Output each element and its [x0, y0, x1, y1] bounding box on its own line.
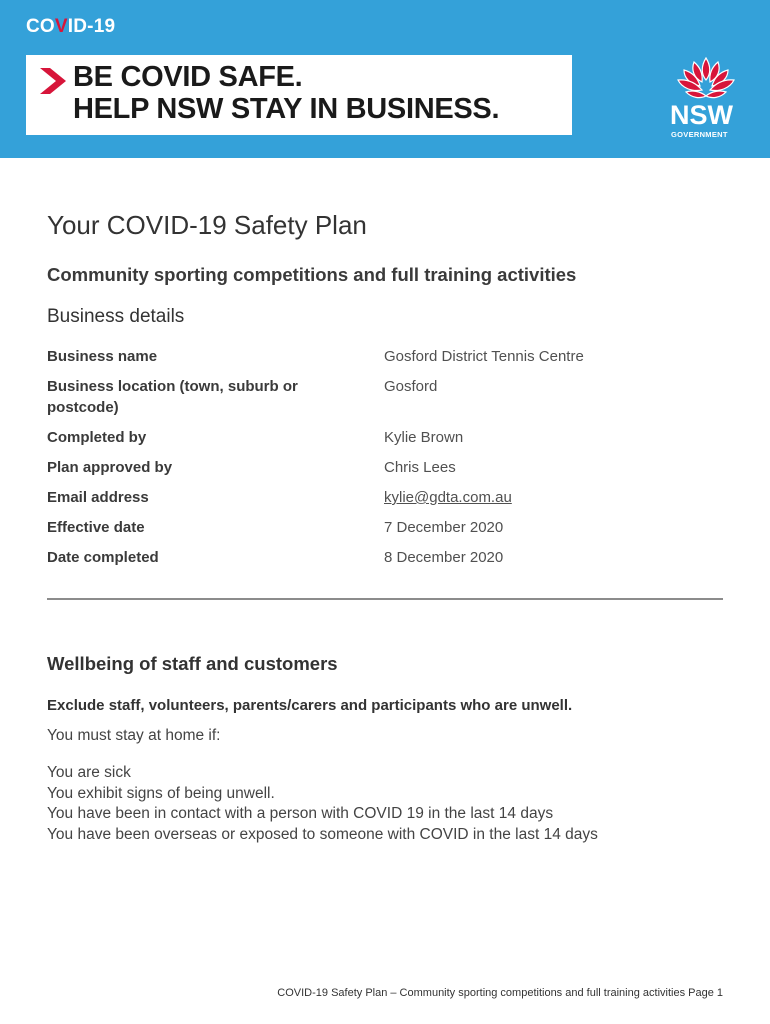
reason-item: You have been overseas or exposed to someone with COVID in the last 14 days: [47, 825, 598, 843]
slogan-line-2: HELP NSW STAY IN BUSINESS.: [73, 93, 500, 125]
detail-value: 8 December 2020: [384, 549, 504, 566]
nsw-logo-subtext: GOVERNMENT: [671, 130, 728, 139]
detail-row: [47, 457, 727, 478]
reason-item: You exhibit signs of being unwell.: [47, 784, 275, 802]
chevron-right-icon: [40, 68, 66, 94]
business-details-heading: Business details: [47, 306, 185, 327]
detail-value: Chris Lees: [384, 459, 456, 476]
nsw-logo-text: NSW: [670, 100, 733, 130]
detail-row: [47, 427, 727, 448]
detail-label: Business name: [47, 348, 158, 365]
detail-value: 7 December 2020: [384, 519, 504, 536]
slogan-line-1: BE COVID SAFE.: [73, 61, 303, 93]
page-title: Your COVID-19 Safety Plan: [47, 210, 367, 240]
detail-label: Plan approved by: [47, 459, 173, 476]
waratah-logo-icon: [664, 56, 748, 100]
page-subtitle: Community sporting competitions and full training activities: [47, 264, 577, 285]
detail-label: Effective date: [47, 519, 145, 536]
detail-label: Business location (town, suburb or postcode): [47, 378, 298, 416]
detail-value: Kylie Brown: [384, 429, 464, 446]
section-divider: [47, 598, 723, 600]
exclude-instruction: Exclude staff, volunteers, parents/carers and participants who are unwell.: [47, 697, 573, 714]
detail-row: [47, 346, 727, 367]
covid-tag-part: CO: [26, 16, 55, 37]
detail-value: Gosford District Tennis Centre: [384, 348, 584, 365]
detail-row: [47, 517, 727, 538]
page-footer: COVID-19 Safety Plan – Community sporting competitions and full training activities Page 1: [277, 987, 723, 999]
detail-label: Date completed: [47, 549, 159, 566]
detail-label: Email address: [47, 489, 149, 506]
covid-tag-v: V: [54, 16, 68, 37]
email-link[interactable]: kylie@gdta.com.au: [384, 489, 512, 506]
wellbeing-heading: Wellbeing of staff and customers: [47, 653, 338, 674]
header-banner: [0, 0, 770, 158]
detail-row: [47, 487, 727, 508]
stay-home-intro: You must stay at home if:: [47, 727, 221, 744]
reason-item: You are sick: [47, 764, 131, 781]
slogan-box: [26, 55, 572, 135]
business-details-table: [47, 346, 727, 577]
detail-value: Gosford: [384, 378, 438, 395]
covid-19-tag: [26, 16, 115, 38]
detail-row: [47, 547, 727, 568]
covid-tag-part: ID-19: [67, 16, 116, 37]
detail-label: Completed by: [47, 429, 147, 446]
reason-item: You have been in contact with a person with COVID 19 in the last 14 days: [47, 805, 554, 822]
stay-home-reasons: [47, 763, 598, 845]
detail-row: [47, 376, 727, 418]
